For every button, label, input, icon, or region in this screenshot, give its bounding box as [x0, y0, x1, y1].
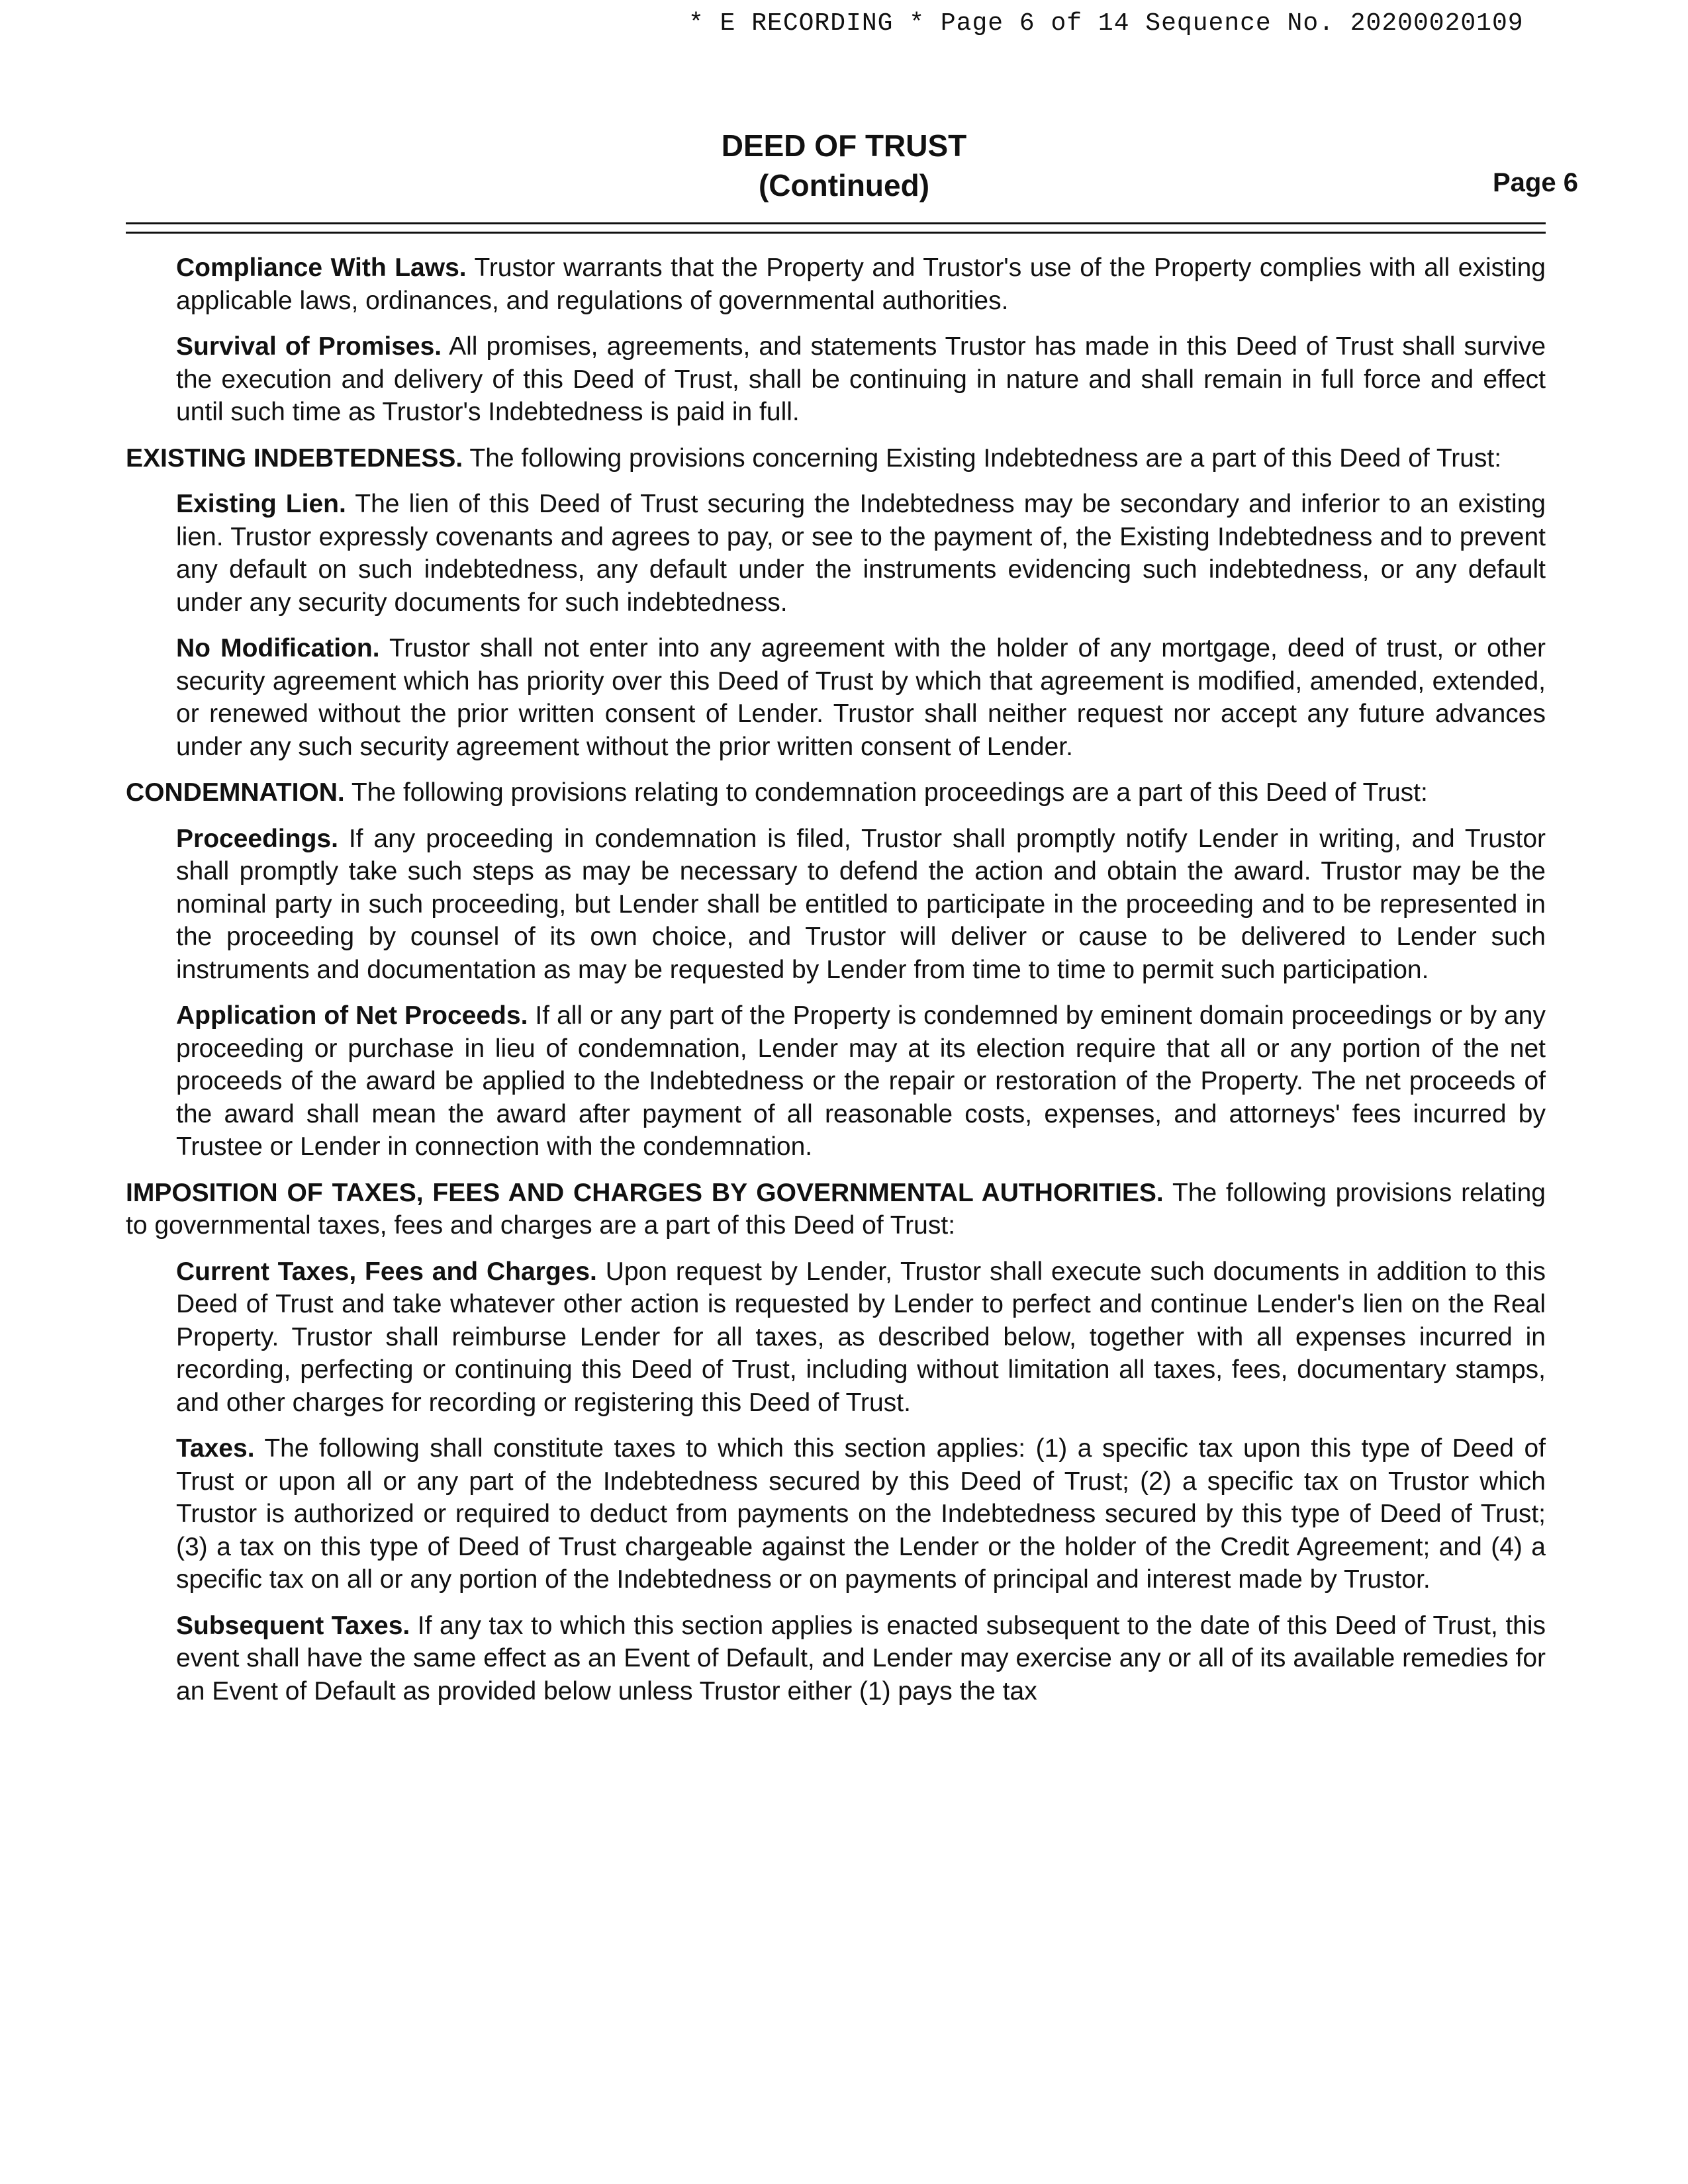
section-body: If any proceeding in condemnation is filed, Trustor shall promptly notify Lender in writing, and Trustor shall promptly take such steps as may be necessary to defend the action and obtain the award. Trustor may be the nominal party in such proceeding, but Lender shall be entitled to participate in the proceeding and to be represented in the proceeding by counsel of its own choice, and Trustor will deliver or cause to be delivered to Lender such instruments and documentation as may be requested by Lender from time to time to permit such participation. [176, 824, 1546, 984]
section-heading: CONDEMNATION. [126, 778, 345, 807]
section-heading: Current Taxes, Fees and Charges. [176, 1257, 597, 1286]
section-body: Trustor warrants that the Property and Trustor's use of the Property complies with all existing applicable laws, ordinances, and regulations of governmental authorities. [176, 253, 1546, 315]
header-rule-top [126, 222, 1546, 224]
section-heading: Existing Lien. [176, 490, 346, 518]
section-heading: EXISTING INDEBTEDNESS. [126, 443, 463, 473]
section-body: The following provisions concerning Existing Indebtedness are a part of this Deed of Trust: [469, 443, 1502, 473]
section-body: The following shall constitute taxes to which this section applies: (1) a specific tax upon this type of Deed of Trust or upon all or any part of the Indebtedness secured by this Deed of Trust; (2) a specific tax on Trustor which Trustor is authorized or required to deduct from payments on the Indebtedness secured by this type of Deed of Trust; (3) a tax on this type of Deed of Trust chargeable against the Lender or the holder of the Credit Agreement; and (4) a specific tax on all or any portion of the Indebtedness or on payments of principal and interest made by Trustor. [176, 1434, 1546, 1594]
section-body: All promises, agreements, and statements Trustor has made in this Deed of Trust shall survive the execution and delivery of this Deed of Trust, shall be continuing in nature and shall remain in full force and effect until such time as Trustor's Indebtedness is paid in full. [176, 332, 1546, 426]
section-imposition-of-taxes [126, 1177, 1546, 1242]
document-title: DEED OF TRUST [721, 128, 967, 163]
document-title-block [0, 126, 1688, 205]
section-heading: Application of Net Proceeds. [176, 1001, 528, 1030]
section-application-of-net-proceeds [176, 999, 1546, 1163]
document-body [126, 251, 1546, 1721]
section-body: The following provisions relating to condemnation proceedings are a part of this Deed of Trust: [351, 778, 1428, 807]
section-body: The lien of this Deed of Trust securing the Indebtedness may be secondary and inferior to an existing lien. Trustor expressly covenants and agrees to pay, or see to the payment of, the Existing Indebtedness and to prevent any default on such indebtedness, any default under the instruments evidencing such indebtedness, or any default under any security documents for such indebtedness. [176, 490, 1546, 617]
page-number-label: Page 6 [1493, 168, 1578, 197]
section-existing-indebtedness [126, 442, 1546, 475]
section-existing-lien [176, 488, 1546, 619]
section-body: If any tax to which this section applies is enacted subsequent to the date of this Deed of Trust, this event shall have the same effect as an Event of Default, and Lender may exercise any or all of its available remedies for an Event of Default as provided below unless Trustor either (1) pays the tax [176, 1611, 1546, 1706]
section-condemnation [126, 776, 1546, 809]
section-current-taxes-fees-charges [176, 1255, 1546, 1420]
section-heading: Proceedings. [176, 824, 338, 853]
section-body: If all or any part of the Property is condemned by eminent domain proceedings or by any proceeding or purchase in lieu of condemnation, Lender may at its election require that all or any portion of the net proceeds of the award be applied to the Indebtedness or the repair or restoration of the Property. The net proceeds of the award shall mean the award after payment of all reasonable costs, expenses, and attorneys' fees incurred by Trustee or Lender in connection with the condemnation. [176, 1001, 1546, 1161]
section-body: The following provisions relating to governmental taxes, fees and charges are a part of this Deed of Trust: [126, 1178, 1546, 1240]
document-subtitle: (Continued) [758, 168, 930, 203]
section-heading: Compliance With Laws. [176, 253, 467, 282]
section-heading: IMPOSITION OF TAXES, FEES AND CHARGES BY GOVERNMENTAL AUTHORITIES. [126, 1178, 1164, 1207]
recording-header: * E RECORDING * Page 6 of 14 Sequence No. 20200020109 [688, 9, 1524, 38]
section-heading: Taxes. [176, 1434, 255, 1463]
section-heading: No Modification. [176, 634, 380, 662]
section-compliance-with-laws [176, 251, 1546, 317]
section-taxes [176, 1432, 1546, 1596]
section-no-modification [176, 632, 1546, 763]
section-heading: Survival of Promises. [176, 332, 442, 361]
section-proceedings [176, 823, 1546, 987]
header-rule-bottom [126, 232, 1546, 234]
section-subsequent-taxes [176, 1610, 1546, 1708]
section-heading: Subsequent Taxes. [176, 1611, 410, 1640]
section-body: Trustor shall not enter into any agreement with the holder of any mortgage, deed of trust, or other security agreement which has priority over this Deed of Trust by which that agreement is modified, amended, extended, or renewed without the prior written consent of Lender. Trustor shall neither request nor accept any future advances under any such security agreement without the prior written consent of Lender. [176, 634, 1546, 761]
section-survival-of-promises [176, 330, 1546, 429]
section-body: Upon request by Lender, Trustor shall execute such documents in addition to this Deed of Trust and take whatever other action is requested by Lender to perfect and continue Lender's lien on the Real Property. Trustor shall reimburse Lender for all taxes, as described below, together with all expenses incurred in recording, perfecting or continuing this Deed of Trust, including without limitation all taxes, fees, documentary stamps, and other charges for recording or registering this Deed of Trust. [176, 1257, 1546, 1417]
